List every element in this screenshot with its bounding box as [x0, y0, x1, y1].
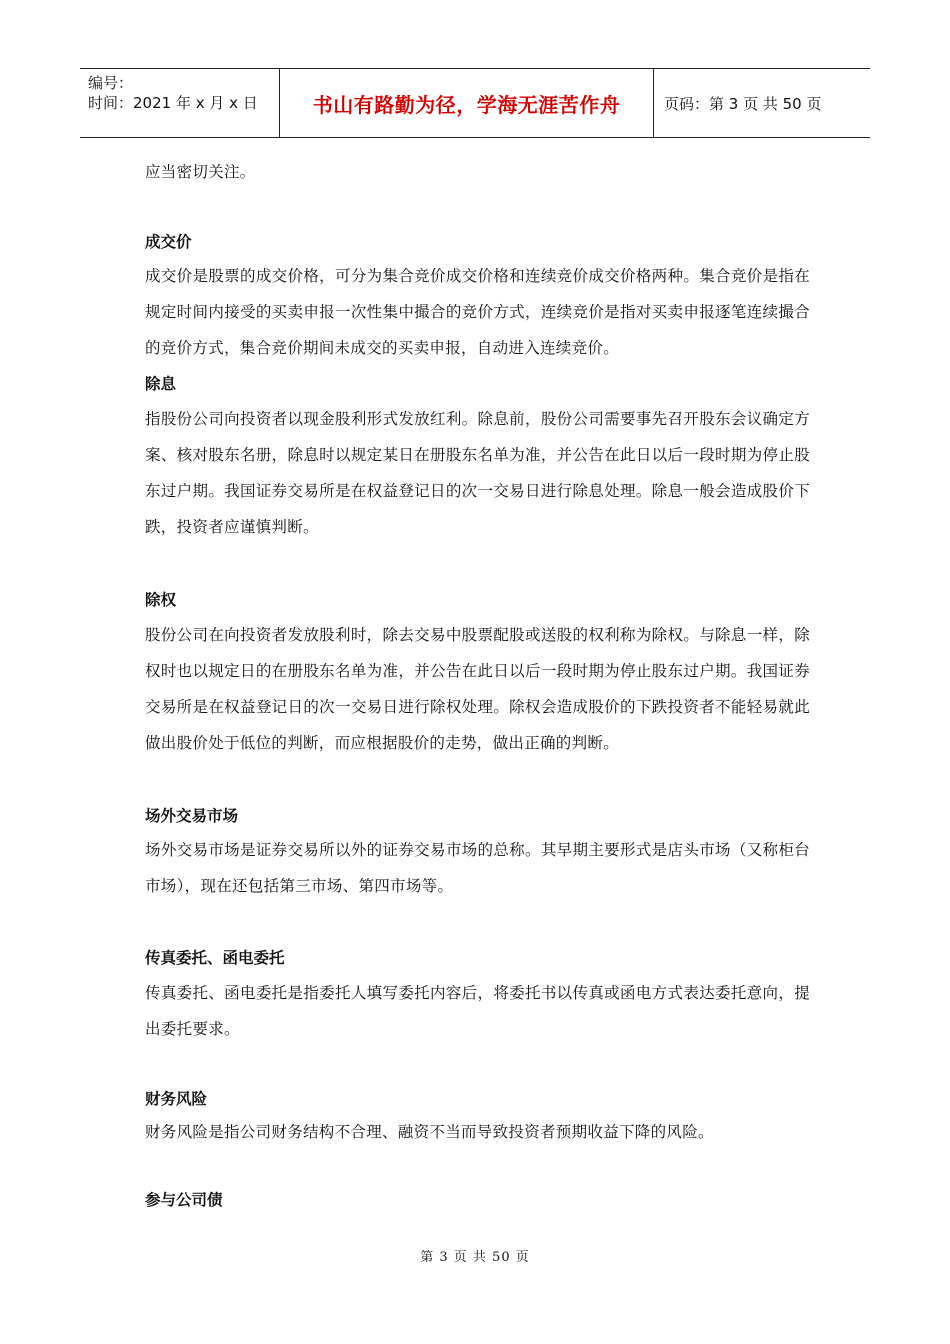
- section-heading-otc-market: 场外交易市场: [145, 807, 239, 825]
- section-heading-ex-dividend: 除息: [145, 375, 177, 393]
- section-paragraph-fax-mail-order: 传真委托、函电委托是指委托人填写委托内容后，将委托书以传真或函电方式表达委托意向，提出委托要求。: [145, 984, 810, 1038]
- section-heading-participating-bond: 参与公司债: [145, 1191, 223, 1209]
- section-paragraph-closing-price: 成交价是股票的成交价格，可分为集合竞价成交价格和连续竞价成交价格两种。集合竞价是指在规定时间内接受的买卖申报一次性集中撮合的竞价方式，连续竞价是指对买卖申报逐笔连续撮合的竞价方式，集合竞价期间未成交的买卖申报，自动进入连续竞价。: [145, 267, 810, 357]
- section-paragraph-otc-market: 场外交易市场是证券交易所以外的证券交易市场的总称。其早期主要形式是店头市场（又称柜台市场），现在还包括第三市场、第四市场等。: [145, 841, 810, 895]
- section-paragraph-ex-rights: 股份公司在向投资者发放股利时，除去交易中股票配股或送股的权利称为除权。与除息一样，除权时也以规定日的在册股东名单为准，并公告在此日以后一段时期为停止股东过户期。我国证券交易所是在权益登记日的次一交易日进行除权处理。除权会造成股价的下跌投资者不能轻易就此做出股价处于低位的判断，而应根据股价的走势，做出正确的判断。: [145, 626, 810, 752]
- document-date: 时间：2021 年 x 月 x 日: [88, 94, 258, 112]
- section-heading-closing-price: 成交价: [145, 233, 192, 251]
- section-paragraph-financial-risk: 财务风险是指公司财务结构不合理、融资不当而导致投资者预期收益下降的风险。: [145, 1123, 714, 1141]
- header-motto: 书山有路勤为径，学海无涯苦作舟: [280, 69, 654, 137]
- section-heading-financial-risk: 财务风险: [145, 1090, 208, 1108]
- section-continuation-paragraph: 应当密切关注。: [145, 163, 256, 181]
- document-number-label: 编号：: [88, 74, 134, 92]
- page-footer: 第 3 页 共 50 页: [420, 1250, 530, 1265]
- header-meta: [80, 69, 280, 137]
- page-header: [80, 68, 870, 138]
- section-heading-fax-mail-order: 传真委托、函电委托: [145, 949, 285, 967]
- section-heading-ex-rights: 除权: [145, 591, 177, 609]
- header-page-number: 页码：第 3 页 共 50 页: [664, 94, 822, 113]
- section-paragraph-ex-dividend: 指股份公司向投资者以现金股利形式发放红利。除息前，股份公司需要事先召开股东会议确定方案、核对股东名册，除息时以规定某日在册股东名单为准，并公告在此日以后一段时期为停止股东过户期。我国证券交易所是在权益登记日的次一交易日进行除息处理。除息一般会造成股价下跌，投资者应谨慎判断。: [145, 410, 810, 536]
